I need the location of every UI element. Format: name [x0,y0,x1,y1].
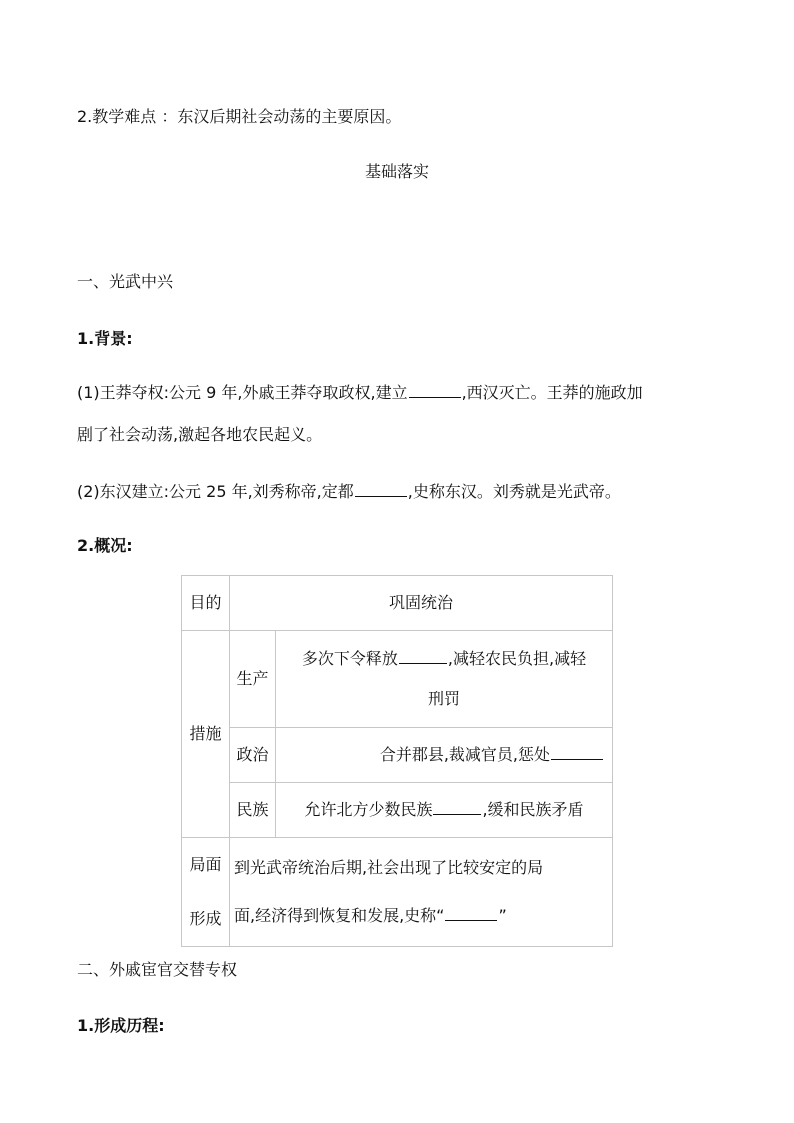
purpose-value: 巩固统治 [230,576,613,631]
overview-heading: 2.概况: [77,536,133,555]
ethnic-label: 民族 [230,783,276,838]
answer-blank[interactable] [445,905,497,921]
politics-label: 政治 [230,728,276,783]
answer-blank[interactable] [399,648,447,664]
ethnic-text: 允许北方少数民族 ,缓和民族矛盾 [276,783,613,838]
background-item-1: (1)王莽夺权:公元 9 年,外戚王莽夺取政权,建立 ,西汉灭亡。王莽的施政加 [77,383,643,402]
section-title-eunuchs: 二、外戚宦官交替专权 [77,960,238,979]
background-item-1-cont: 剧了社会动荡,激起各地农民起义。 [77,425,323,444]
answer-blank[interactable] [409,382,461,398]
answer-blank[interactable] [551,744,603,760]
overview-table [181,575,613,947]
answer-blank[interactable] [433,799,481,815]
teaching-difficulty: 2.教学难点 ：东汉后期社会动荡的主要原因。 [77,107,402,126]
formation-heading: 1.形成历程: [77,1016,165,1035]
measures-label: 措施 [182,631,230,838]
background-heading: 1.背景: [77,329,133,348]
production-label: 生产 [230,631,276,728]
production-text: 多次下令释放 ,减轻农民负担,减轻 刑罚 [276,631,613,728]
result-label: 局面 形成 [182,838,230,947]
politics-text: 合并郡县,裁减官员,惩处 [276,728,613,783]
foundation-title: 基础落实 [364,162,429,181]
answer-blank[interactable] [355,481,407,497]
purpose-label: 目的 [182,576,230,631]
section-title-guangwu: 一、光武中兴 [77,272,174,291]
background-item-2: (2)东汉建立:公元 25 年,刘秀称帝,定都 ,史称东汉。刘秀就是光武帝。 [77,482,621,501]
result-text: 到光武帝统治后期,社会出现了比较安定的局 面,经济得到恢复和发展,史称“ ” [230,838,613,947]
